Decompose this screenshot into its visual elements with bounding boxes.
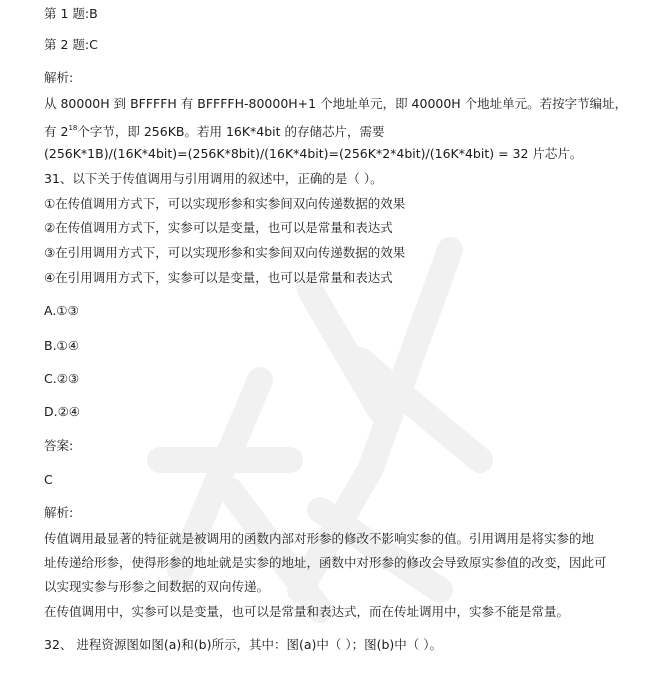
analysis-line-suffix: 个字节，即 256KB。若用 16K*4bit 的存储芯片，需要	[77, 124, 385, 139]
analysis-line: 传值调用最显著的特征就是被调用的函数内部对形参的修改不影响实参的值。引用调用是将实参的地	[44, 531, 595, 546]
statement-item: ①在传值调用方式下，可以实现形参和实参间双向传递数据的效果	[44, 196, 406, 211]
option-b: B.①④	[44, 338, 79, 353]
analysis-heading: 解析:	[44, 70, 74, 85]
statement-item: ②在传值调用方式下，实参可以是变量，也可以是常量和表达式	[44, 220, 393, 235]
answer-value: C	[44, 472, 53, 487]
answer-heading: 答案:	[44, 438, 74, 453]
analysis-line: 在传值调用中，实参可以是变量，也可以是常量和表达式，而在传址调用中，实参不能是常量。	[44, 604, 570, 619]
exponent: 18	[68, 124, 78, 132]
option-a: A.①③	[44, 303, 79, 318]
option-c: C.②③	[44, 371, 80, 386]
q1-answer: 第 1 题:B	[44, 6, 98, 21]
q2-answer: 第 2 题:C	[44, 37, 98, 52]
question-32-stem: 32、 进程资源图如图(a)和(b)所示，其中：图(a)中（ ）；图(b)中（ ）。	[44, 637, 443, 652]
analysis-line: 址传递给形参，使得形参的地址就是实参的地址，函数中对形参的修改会导致原实参值的改变，因此可	[44, 555, 607, 570]
option-d: D.②④	[44, 404, 81, 419]
statement-item: ④在引用调用方式下，实参可以是变量，也可以是常量和表达式	[44, 270, 393, 285]
analysis-line: (256K*1B)/(16K*4bit)=(256K*8bit)/(16K*4bit)=(256K*2*4bit)/(16K*4bit) = 32 片芯片。	[44, 146, 583, 161]
analysis-heading: 解析:	[44, 505, 74, 520]
question-31-stem: 31、以下关于传值调用与引用调用的叙述中，正确的是（ ）。	[44, 171, 383, 186]
analysis-line	[44, 120, 385, 140]
analysis-line: 从 80000H 到 BFFFFH 有 BFFFFH-80000H+1 个地址单元，即 40000H 个地址单元。若按字节编址，	[44, 96, 628, 111]
statement-item: ③在引用调用方式下，可以实现形参和实参间双向传递数据的效果	[44, 245, 406, 260]
analysis-line: 以实现实参与形参之间数据的双向传递。	[44, 579, 270, 594]
analysis-line-prefix: 有 2	[44, 124, 69, 139]
